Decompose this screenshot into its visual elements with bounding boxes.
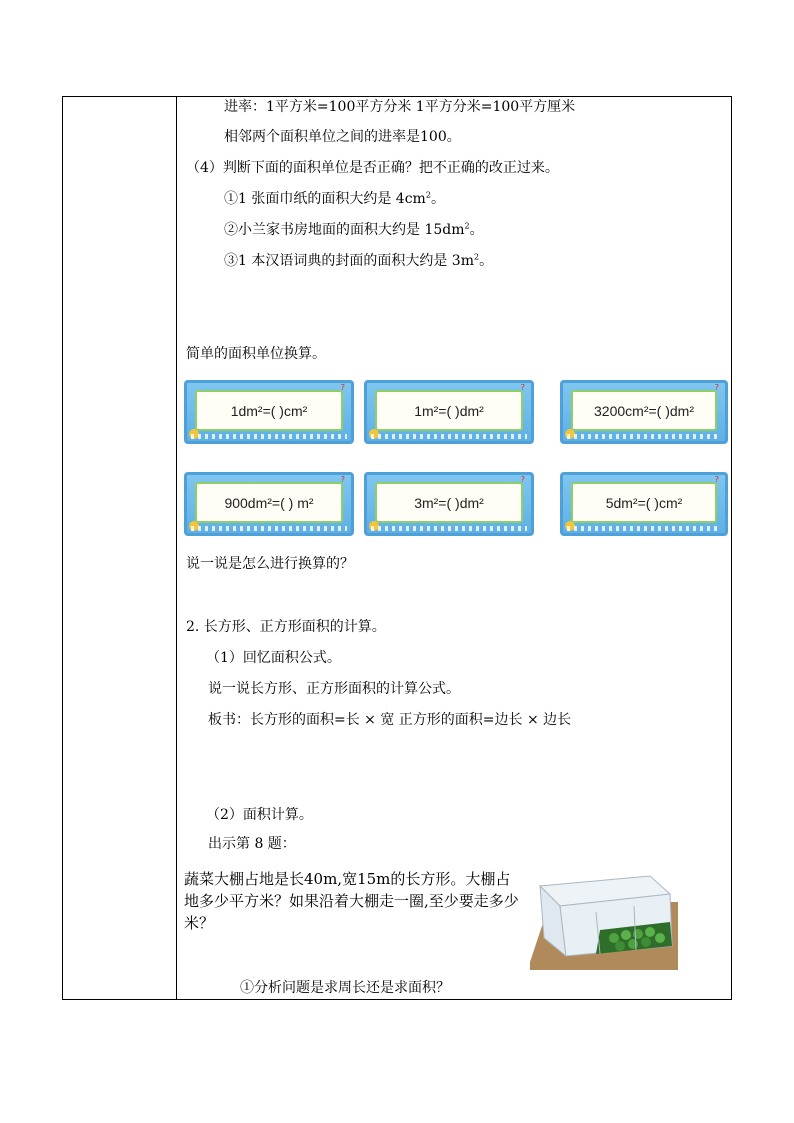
card-dots-decoration <box>567 434 721 439</box>
card-6-text: 5dm²=( )cm² <box>571 482 717 523</box>
card-5-text: 3m²=( )dm² <box>375 482 523 523</box>
card-dots-decoration <box>191 434 347 439</box>
section-2-heading: 2. 长方形、正方形面积的计算。 <box>186 619 386 635</box>
card-dots-decoration <box>191 526 347 531</box>
card-decoration-icon: ? <box>714 475 719 484</box>
item-2-period: 。 <box>469 222 484 238</box>
card-2-text: 1m²=( )dm² <box>375 390 523 431</box>
card-decoration-icon: ? <box>520 475 525 484</box>
card-dots-decoration <box>371 434 527 439</box>
table-column-divider <box>176 96 177 1000</box>
card-dots-decoration <box>567 526 721 531</box>
card-decoration-icon: ? <box>520 383 525 392</box>
conversion-card-1 <box>184 380 354 444</box>
item-3-text: ③1 本汉语词典的封面的面积大约是 3m <box>224 253 474 269</box>
problem-8-text: 蔬菜大棚占地是长40m,宽15m的长方形。大棚占地多少平方米？如果沿着大棚走一圈,至少要走多少米？ <box>184 870 519 932</box>
area-calculation-heading: （2）面积计算。 <box>206 807 313 823</box>
item-2-text: ②小兰家书房地面的面积大约是 15dm <box>224 222 465 238</box>
question-4-item-2 <box>224 221 484 239</box>
superscript-2: 2 <box>474 252 480 262</box>
problem-8-box <box>184 868 522 948</box>
item-1-period: 。 <box>430 191 445 207</box>
simple-conversion-heading: 简单的面积单位换算。 <box>186 346 326 362</box>
conversion-card-6 <box>560 472 728 536</box>
item-3-period: 。 <box>479 253 494 269</box>
card-4-text: 900dm²=( ) m² <box>195 482 343 523</box>
rate-adjacent-line: 相邻两个面积单位之间的进率是100。 <box>224 129 461 145</box>
card-decoration-icon: ? <box>340 383 345 392</box>
rate-line: 进率：1平方米=100平方分米 1平方分米=100平方厘米 <box>224 99 576 115</box>
card-1-text: 1dm²=( )cm² <box>195 390 343 431</box>
recall-formula: （1）回忆面积公式。 <box>206 650 341 666</box>
conversion-card-2 <box>364 380 534 444</box>
conversion-card-5 <box>364 472 534 536</box>
question-4-item-3 <box>224 252 493 270</box>
show-question-8: 出示第 8 题： <box>208 836 296 852</box>
item-1-text: ①1 张面巾纸的面积大约是 4cm <box>224 191 426 207</box>
how-convert-question: 说一说是怎么进行换算的？ <box>186 556 354 572</box>
analyze-question: ①分析问题是求周长还是求面积？ <box>240 980 450 996</box>
conversion-card-4 <box>184 472 354 536</box>
superscript-2: 2 <box>425 190 431 200</box>
question-4: （4）判断下面的面积单位是否正确？把不正确的改正过来。 <box>186 160 559 176</box>
card-decoration-icon: ? <box>714 383 719 392</box>
conversion-card-3 <box>560 380 728 444</box>
card-3-text: 3200cm²=( )dm² <box>571 390 717 431</box>
superscript-2: 2 <box>464 221 470 231</box>
say-formula: 说一说长方形、正方形面积的计算公式。 <box>208 681 460 697</box>
card-decoration-icon: ? <box>340 475 345 484</box>
greenhouse-illustration <box>530 872 678 970</box>
question-4-item-1 <box>224 190 445 208</box>
board-writing: 板书：长方形的面积=长 × 宽 正方形的面积=边长 × 边长 <box>208 712 572 728</box>
card-dots-decoration <box>371 526 527 531</box>
